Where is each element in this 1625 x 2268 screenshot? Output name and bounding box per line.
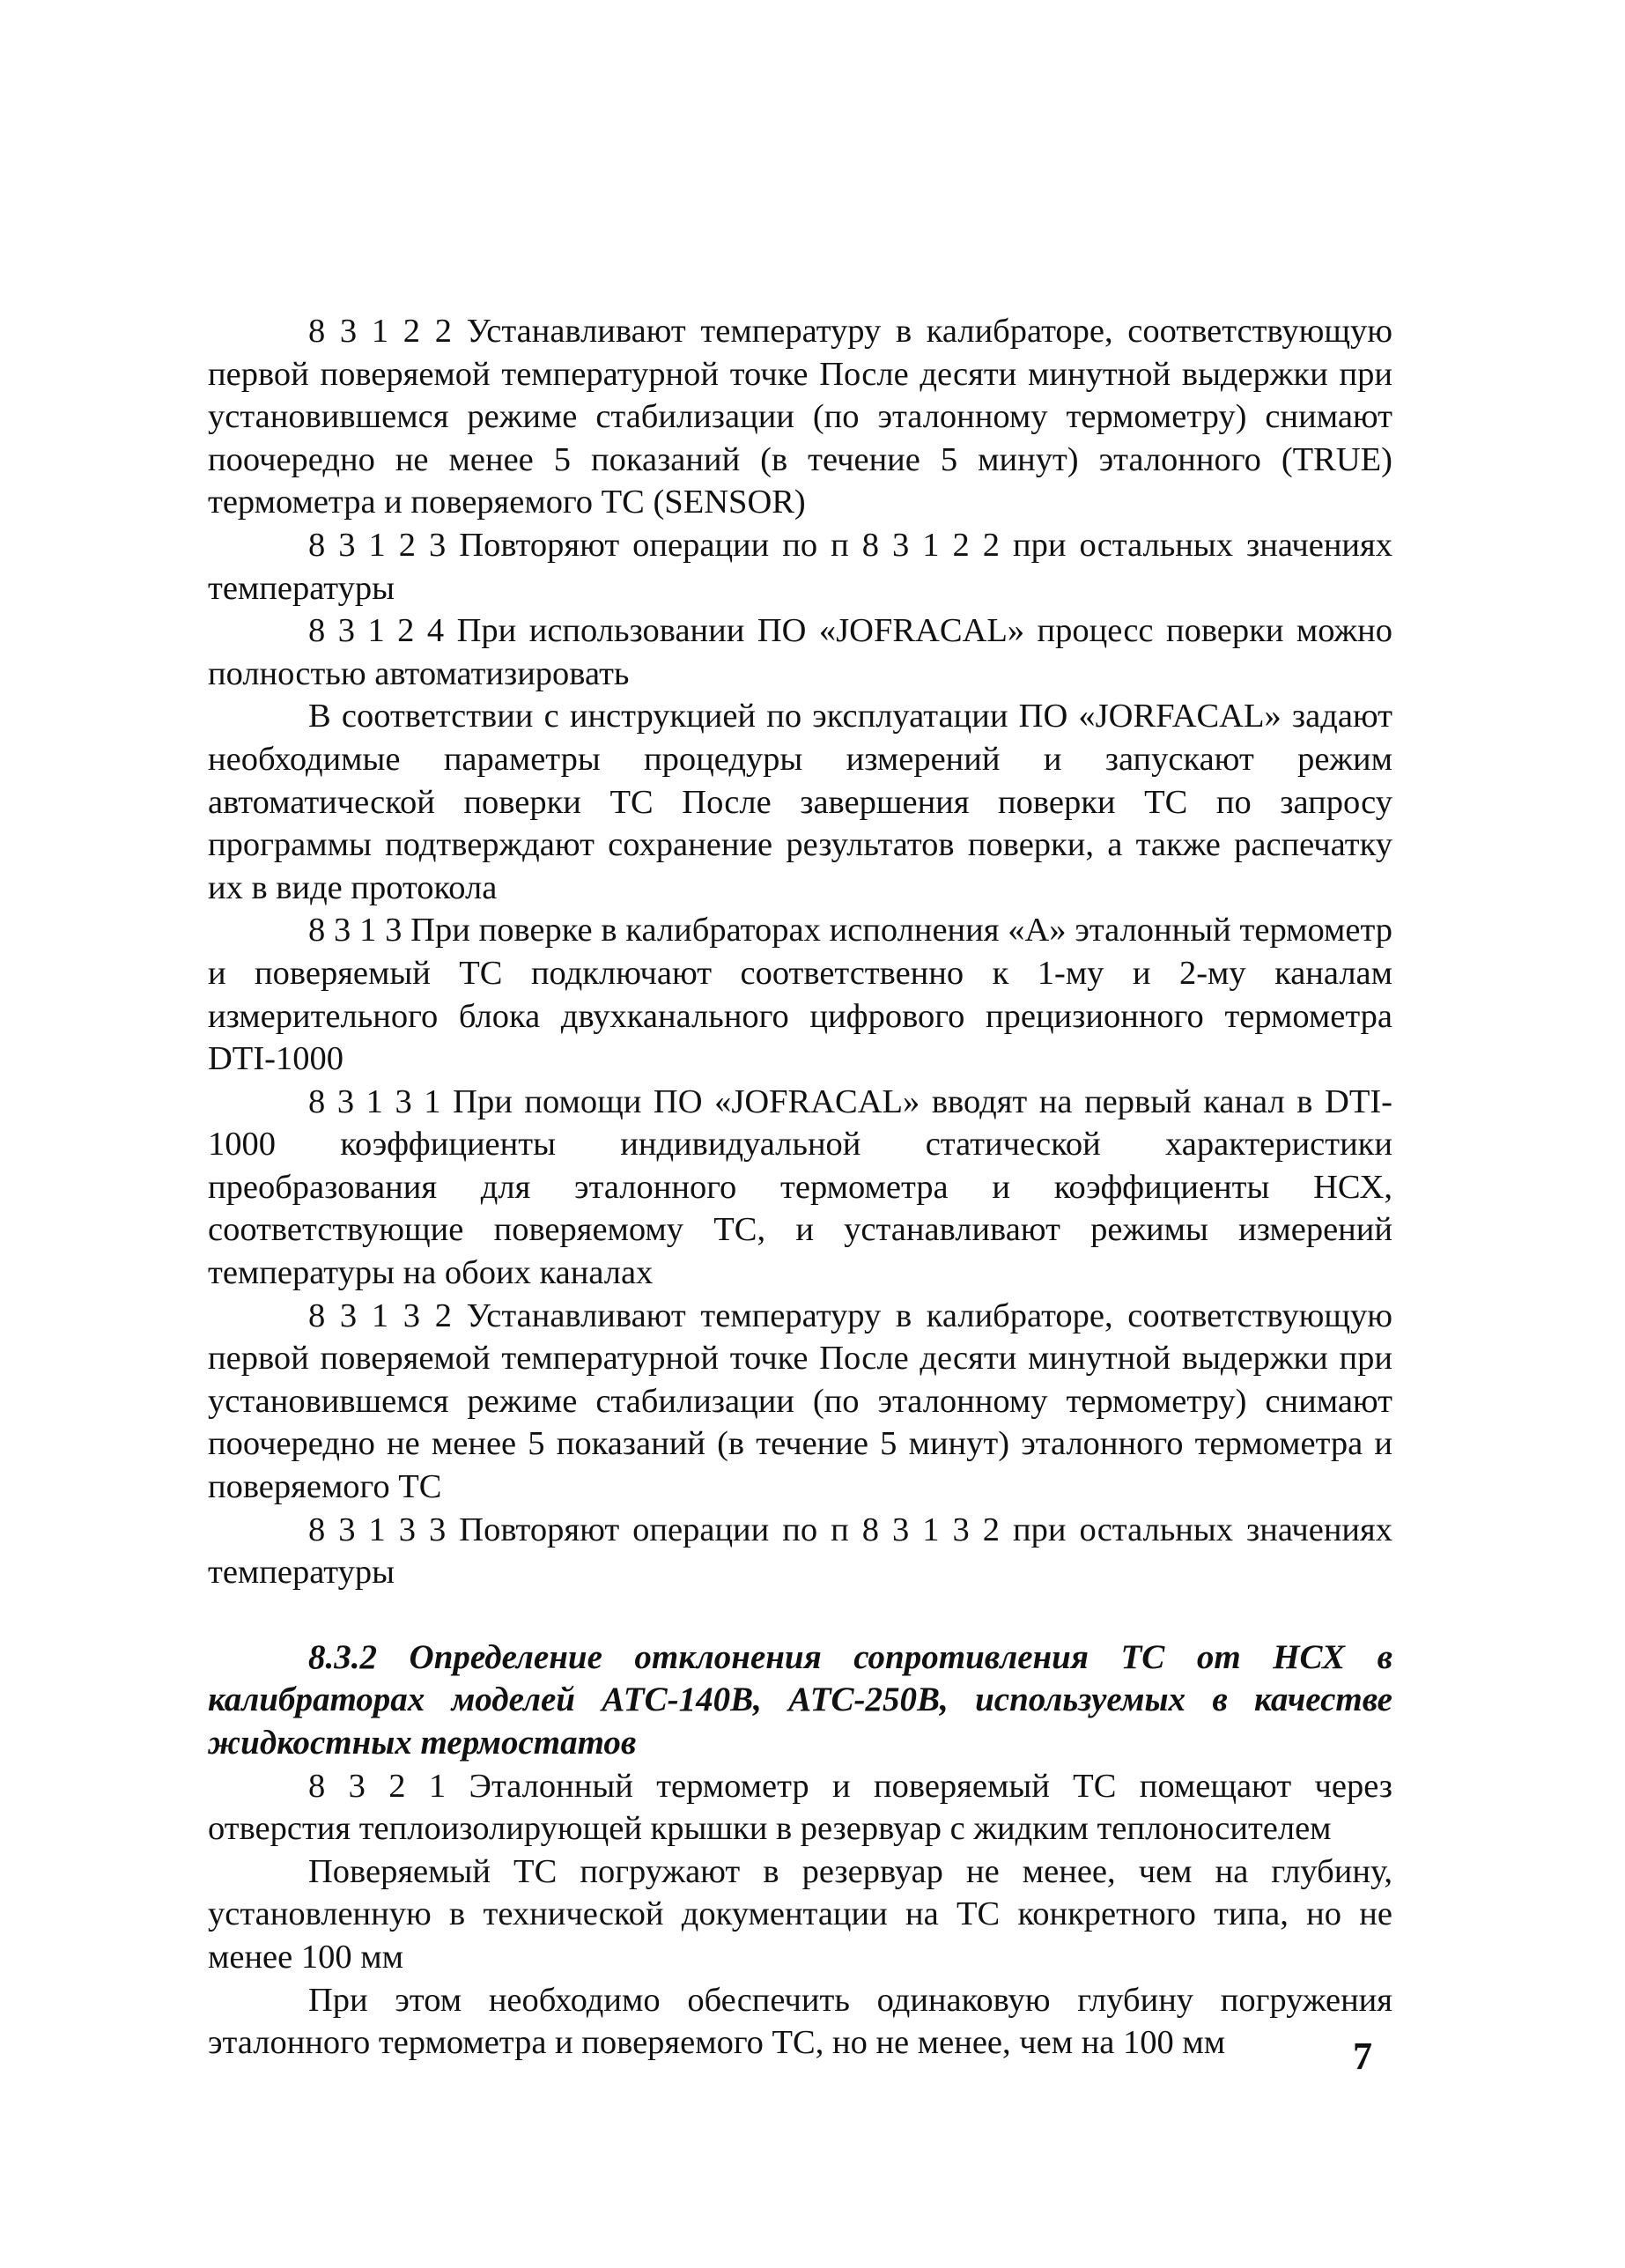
paragraph-8-3-1-3: 8 3 1 3 При поверке в калибраторах исполнения «А» эталонный термометр и поверяемый ТС подключают соответственно к 1-му и 2-му каналам измерительного блока двухканального цифрового прецизионного термометра DTI-1000	[208, 912, 1392, 1078]
paragraph-8-3-1-2-3: 8 3 1 2 3 Повторяют операции по п 8 3 1 2 2 при остальных значениях температуры	[208, 526, 1392, 607]
paragraph-immersion-depth: Поверяемый ТС погружают в резервуар не менее, чем на глубину, установленную в технической документации на ТС конкретного типа, но не менее 100 мм	[208, 1852, 1392, 1976]
paragraph-8-3-1-2-4: 8 3 1 2 4 При использовании ПО «JOFRACAL» процесс поверки можно полностью автоматизировать	[208, 612, 1392, 692]
paragraph-8-3-1-3-2: 8 3 1 3 2 Устанавливают температуру в калибраторе, соответствующую первой поверяемой температурной точке После десяти минутной выдержки при установившемся режиме стабилизации (по эталонному термометру) снимают поочередно не менее 5 показаний (в течение 5 минут) эталонного термометра и поверяемого ТС	[208, 1297, 1392, 1506]
document-body	[208, 310, 1392, 2065]
paragraph-8-3-1-3-1: 8 3 1 3 1 При помощи ПО «JOFRACAL» вводят на первый канал в DTI-1000 коэффициенты индивидуальной статической характеристики преобразования для эталонного термометра и коэффициенты НСХ, соответствующие поверяемому ТС, и устанавливают режимы измерений температуры на обоих каналах	[208, 1082, 1392, 1292]
section-heading-8-3-2: 8.3.2 Определение отклонения сопротивления ТС от НСХ в калибраторах моделей АТС-140В, АТС-250В, используемых в качестве жидкостных термостатов	[208, 1637, 1392, 1762]
page-number: 7	[1353, 2035, 1372, 2078]
paragraph-8-3-2-1: 8 3 2 1 Эталонный термометр и поверяемый ТС помещают через отверстия теплоизолирующей крышки в резервуар с жидким теплоносителем	[208, 1767, 1392, 1848]
paragraph-jofracal-instructions: В соответствии с инструкцией по эксплуатации ПО «JORFACAL» задают необходимые параметры процедуры измерений и запускают режим автоматической поверки ТС После завершения поверки ТС по запросу программы подтверждают сохранение результатов поверки, а также распечатку их в виде протокола	[208, 698, 1392, 906]
paragraph-equal-depth: При этом необходимо обеспечить одинаковую глубину погружения эталонного термометра и поверяемого ТС, но не менее, чем на 100 мм	[208, 1981, 1392, 2062]
paragraph-8-3-1-3-3: 8 3 1 3 3 Повторяют операции по п 8 3 1 3 2 при остальных значениях температуры	[208, 1511, 1392, 1592]
paragraph-8-3-1-2-2: 8 3 1 2 2 Устанавливают температуру в калибраторе, соответствующую первой поверяемой температурной точке После десяти минутной выдержки при установившемся режиме стабилизации (по эталонному термометру) снимают поочередно не менее 5 показаний (в течение 5 минут) эталонного (TRUE) термометра и поверяемого ТС (SENSOR)	[208, 313, 1392, 521]
